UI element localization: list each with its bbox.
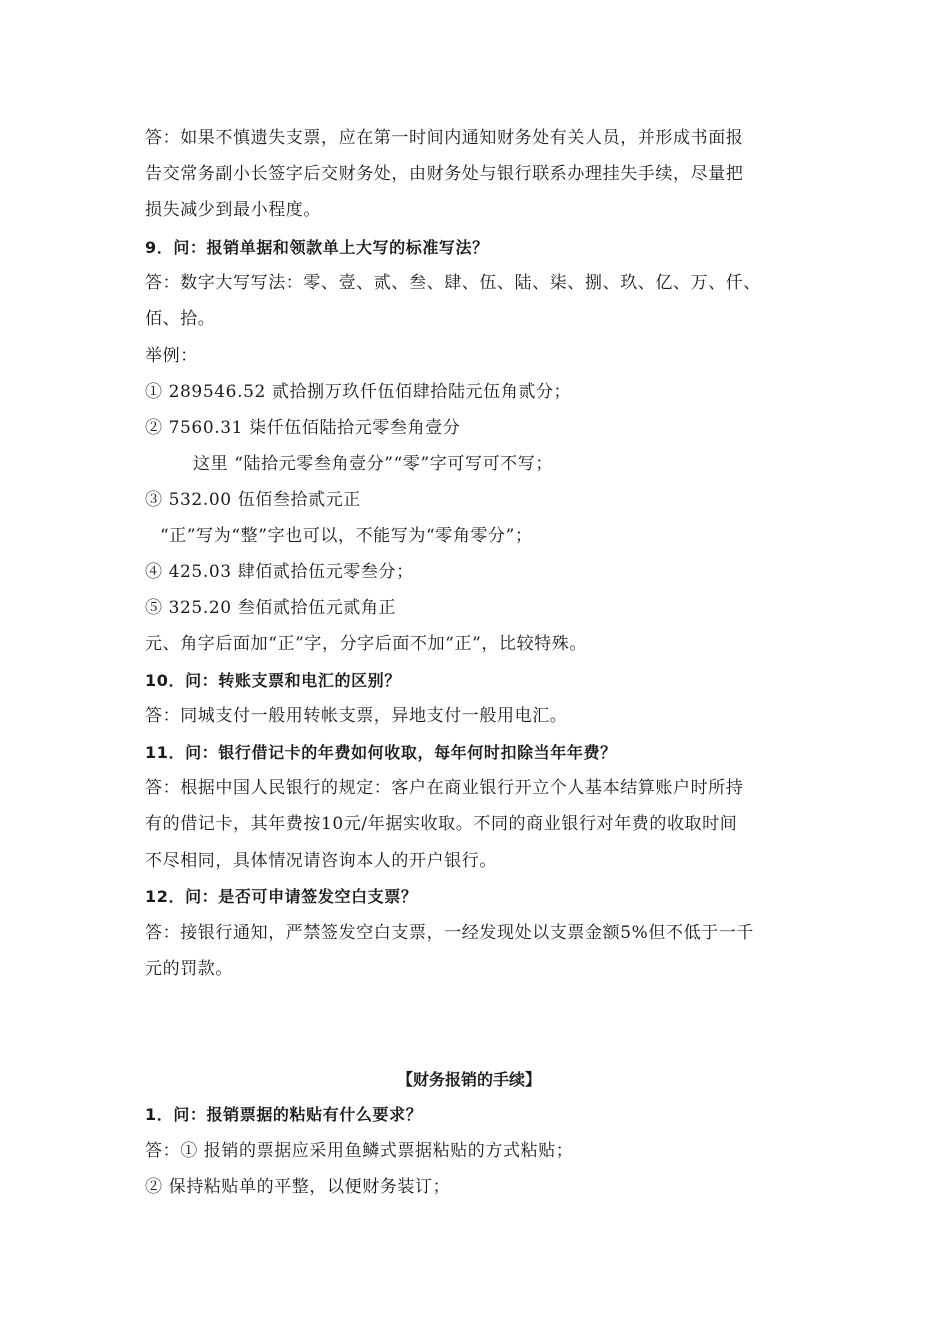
example-4: ④ 425.03 肆佰贰拾伍元零叁分；	[145, 562, 414, 582]
answer-9-line-1: 答：数字大写写法：零、壹、贰、叁、肆、伍、陆、柒、捌、玖、亿、万、仟、	[145, 273, 761, 293]
answer-9-line-2: 佰、拾。	[145, 309, 216, 329]
example-2-note: 这里 “陆拾元零叁角壹分”“零”字可写可不写；	[193, 454, 553, 474]
section-heading: 【财务报销的手续】	[396, 1070, 541, 1089]
answer-8-line-3: 损失减少到最小程度。	[145, 200, 321, 220]
answer-12-line-1: 答：接银行通知，严禁签发空白支票，一经发现处以支票金额5%但不低于一千	[145, 923, 754, 943]
answer-11-line-2: 有的借记卡，其年费按10元/年据实收取。不同的商业银行对年费的收取时间	[145, 814, 738, 834]
answer-1-line-1: 答：① 报销的票据应采用鱼鳞式票据粘贴的方式粘贴；	[145, 1141, 574, 1161]
question-11: 11．问：银行借记卡的年费如何收取，每年何时扣除当年年费？	[145, 743, 617, 762]
answer-8-line-1: 答：如果不慎遗失支票，应在第一时间内通知财务处有关人员，并形成书面报	[145, 128, 744, 148]
example-2: ② 7560.31 柒仟伍佰陆拾元零叁角壹分	[145, 418, 461, 438]
example-1: ① 289546.52 贰拾捌万玖仟伍佰肆拾陆元伍角贰分；	[145, 382, 572, 402]
question-1: 1．问：报销票据的粘贴有什么要求？	[145, 1105, 423, 1124]
example-5: ⑤ 325.20 叁佰贰拾伍元贰角正	[145, 598, 397, 618]
question-9: 9．问：报销单据和领款单上大写的标准写法？	[145, 238, 489, 257]
answer-11-line-1: 答：根据中国人民银行的规定：客户在商业银行开立个人基本结算账户时所持	[145, 778, 744, 798]
question-10: 10．问：转账支票和电汇的区别？	[145, 671, 401, 690]
answer-11-line-3: 不尽相同，具体情况请咨询本人的开户银行。	[145, 851, 497, 871]
question-12: 12．问：是否可申请签发空白支票？	[145, 887, 418, 906]
example-3: ③ 532.00 伍佰叁拾贰元正	[145, 490, 361, 510]
answer-8-line-2: 告交常务副小长签字后交财务处，由财务处与银行联系办理挂失手续，尽量把	[145, 164, 744, 184]
example-3-note: “正”写为“整”字也可以，不能写为“零角零分”；	[160, 526, 533, 546]
example-label: 举例：	[145, 346, 198, 366]
answer-12-line-2: 元的罚款。	[145, 959, 233, 979]
answer-1-line-2: ② 保持粘贴单的平整，以便财务装订；	[145, 1177, 451, 1197]
example-rule-note: 元、角字后面加“正”字，分字后面不加“正”，比较特殊。	[145, 634, 587, 654]
answer-10: 答：同城支付一般用转帐支票，异地支付一般用电汇。	[145, 706, 568, 726]
